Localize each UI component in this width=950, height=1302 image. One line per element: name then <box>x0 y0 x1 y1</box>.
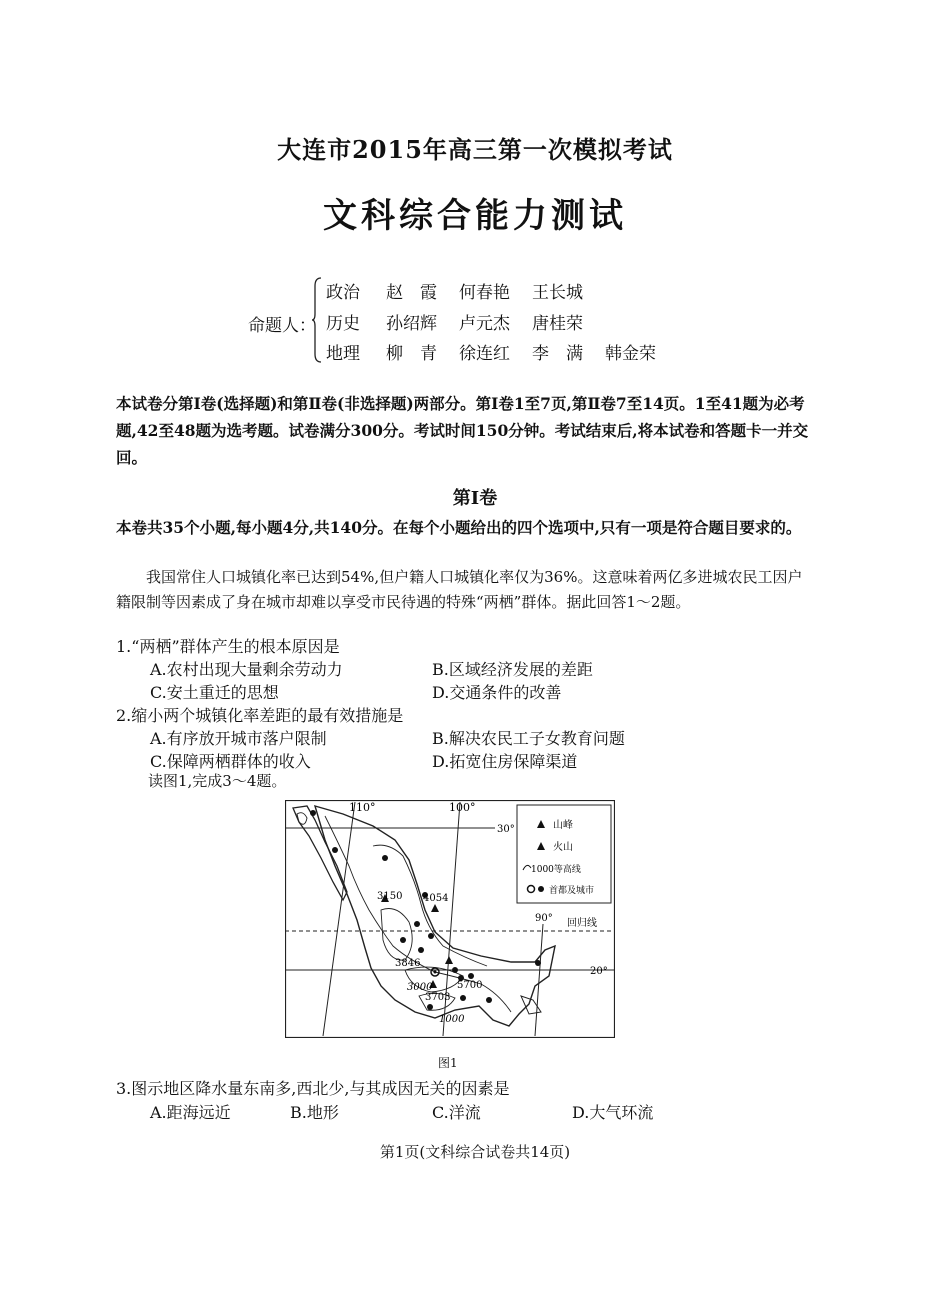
question-3-option-c: C.洋流 <box>432 1103 481 1122</box>
question-3-stem: 3.图示地区降水量东南多,西北少,与其成因无关的因素是 <box>116 1079 510 1098</box>
city-dot <box>535 960 541 966</box>
question-1-option-c: C.安土重迁的思想 <box>150 683 279 702</box>
city-dot <box>310 810 316 816</box>
city-dot <box>414 921 420 927</box>
authors-brace <box>312 276 322 364</box>
city-dot <box>382 855 388 861</box>
elevation-label: 3846 <box>395 958 421 969</box>
lat-label-30: 30° <box>497 824 515 835</box>
figure-1-map <box>285 800 615 1038</box>
lon-label-100: 100° <box>449 801 476 814</box>
city-dot <box>486 997 492 1003</box>
city-dot <box>332 847 338 853</box>
question-2-option-d: D.拓宽住房保障渠道 <box>432 752 578 771</box>
question-2-stem: 2.缩小两个城镇化率差距的最有效措施是 <box>116 706 404 725</box>
contour-label: 3000 <box>407 982 433 993</box>
city-dot <box>460 995 466 1001</box>
question-1-option-b: B.区域经济发展的差距 <box>432 660 593 679</box>
elevation-label: 5700 <box>457 980 483 991</box>
city-dot <box>418 947 424 953</box>
part-heading: 第Ⅰ卷 <box>452 488 498 509</box>
elevation-label: 4054 <box>423 893 449 904</box>
elevation-label: 3150 <box>377 891 403 902</box>
question-1-stem: 1.“两栖”群体产生的根本原因是 <box>116 637 340 656</box>
page-footer: 第1页(文科综合试卷共14页) <box>379 1143 571 1161</box>
city-dot <box>427 1004 433 1010</box>
question-1-option-a: A.农村出现大量剩余劳动力 <box>150 660 343 679</box>
question-2-option-c: C.保障两栖群体的收入 <box>150 752 311 771</box>
legend-peak-label: 山峰 <box>553 820 573 831</box>
legend-contour-label: 1000等高线 <box>531 865 581 875</box>
map-instruction: 读图1,完成3～4题。 <box>148 772 287 790</box>
elevation-label: 3703 <box>425 992 451 1003</box>
lon-label-90: 90° <box>535 913 553 924</box>
exam-subtitle: 文科综合能力测试 <box>323 196 627 236</box>
lon-label-110: 110° <box>349 801 376 814</box>
tropic-label: 回归线 <box>567 918 597 929</box>
legend-capital-label: 首都及城市 <box>549 886 595 896</box>
question-2-option-b: B.解决农民工子女教育问题 <box>432 729 625 748</box>
question-3-option-b: B.地形 <box>290 1103 339 1122</box>
part-rule: 本卷共35个小题,每小题4分,共140分。在每个小题给出的四个选项中,只有一项是符合题目要求的。 <box>116 518 802 537</box>
author-row-politics: 政治 赵 霞 何春艳 王长城 <box>326 283 583 303</box>
question-1-option-d: D.交通条件的改善 <box>432 683 562 702</box>
city-dot <box>400 937 406 943</box>
figure-caption: 图1 <box>438 1056 458 1070</box>
exam-title: 大连市2015年高三第一次模拟考试 <box>277 135 673 164</box>
author-row-geography: 地理 柳 青 徐连红 李 满 韩金荣 <box>326 344 656 364</box>
city-dot <box>452 967 458 973</box>
author-row-history: 历史 孙绍辉 卢元杰 唐桂荣 <box>326 314 583 334</box>
city-dot <box>468 973 474 979</box>
reading-passage: 我国常住人口城镇化率已达到54%,但户籍人口城镇化率仅为36%。这意味着两亿多进城农民工因户籍限制等因素成了身在城市却难以享受市民待遇的特殊“两栖”群体。据此回答1～2题。 <box>116 568 803 611</box>
question-3-option-d: D.大气环流 <box>572 1103 654 1122</box>
question-2-option-a: A.有序放开城市落户限制 <box>150 729 327 748</box>
question-3-option-a: A.距海远近 <box>150 1103 231 1122</box>
exam-instructions: 本试卷分第Ⅰ卷(选择题)和第Ⅱ卷(非选择题)两部分。第Ⅰ卷1至7页,第Ⅱ卷7至14页。1至41题为必考题,42至48题为选考题。试卷满分300分。考试时间150分钟。考试结束后,将本试卷和答题卡一并交回。 <box>116 394 809 467</box>
contour-label: 1000 <box>439 1014 465 1025</box>
legend-volcano-label: 火山 <box>553 842 573 853</box>
authors-label: 命题人： <box>248 316 316 336</box>
city-dot <box>428 933 434 939</box>
lat-label-20: 20° <box>590 966 608 977</box>
